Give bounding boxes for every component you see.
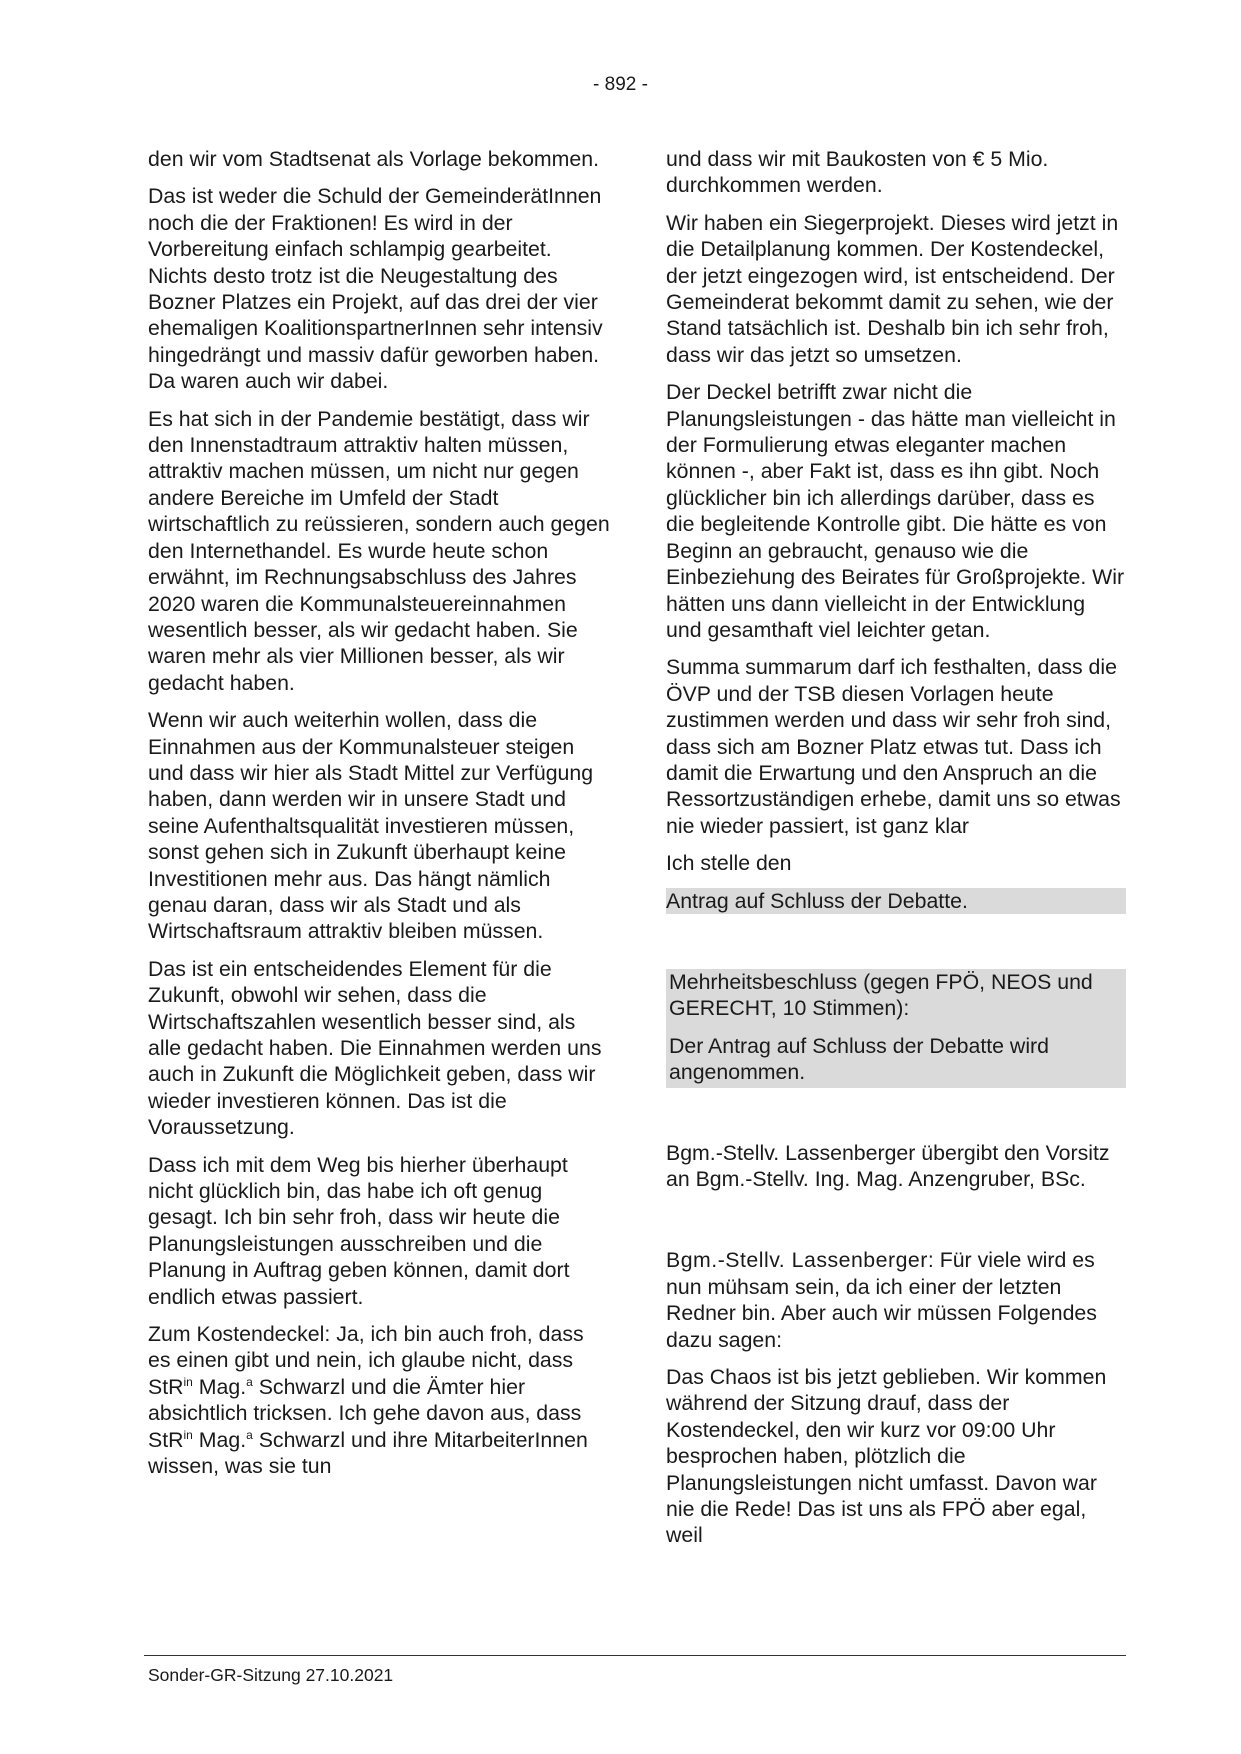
paragraph: Es hat sich in der Pandemie bestätigt, dass wir den Innenstadtraum attraktiv halten müssen, attraktiv machen müssen, um nicht nur gegen andere Bereiche im Umfeld der Stadt wirtschaftlich zu reüssieren, sondern auch gegen den Internethandel. Es wurde heute schon erwähnt, im Rechnungsabschluss des Jahres 2020 waren die Kommunalsteuereinnahmen wesentlich besser, als wir gedacht haben. Sie waren mehr als vier Millionen besser, als wir gedacht haben. <box>148 406 610 695</box>
spacer <box>666 1088 1126 1140</box>
paragraph: Wir haben ein Siegerprojekt. Dieses wird jetzt in die Detailplanung kommen. Der Kostendeckel, der jetzt eingezogen wird, ist entscheidend. Der Gemeinderat bekommt damit zu sehen, wie der Stand tatsächlich ist. Deshalb bin ich sehr froh, dass wir das jetzt so umsetzen. <box>666 210 1119 367</box>
paragraph: den wir vom Stadtsenat als Vorlage bekommen. <box>148 147 600 171</box>
text-run: Schwarzl und ihre MitarbeiterInnen wissen, was sie tun <box>148 1427 588 1479</box>
paragraph: Dass ich mit dem Weg bis hierher überhaupt nicht glücklich bin, das habe ich oft genug gesagt. Ich bin sehr froh, dass wir heute die Planungsleistungen ausschreiben und die Planung in Auftrag geben können, damit dort endlich etwas passiert. <box>148 1152 570 1309</box>
left-column <box>148 146 610 1491</box>
kostendeckel-paragraph <box>148 1321 610 1479</box>
paragraph: Das ist weder die Schuld der GemeinderätInnen noch die der Fraktionen! Es wird in der Vorbereitung einfach schlampig gearbeitet. Nichts desto trotz ist die Neugestaltung des Bozner Platzes ein Projekt, auf das drei der vier ehemaligen KoalitionspartnerInnen sehr intensiv hingedrängt und massiv dafür geworben haben. Da waren auch wir dabei. <box>148 184 603 394</box>
speaker-paragraph <box>666 1247 1126 1353</box>
text-run: Schwarzl und die Ämter hier absichtlich tricksen. Ich gehe davon aus, dass StR <box>148 1374 582 1452</box>
right-column <box>666 146 1126 1560</box>
text-run: Mag. <box>192 1427 247 1452</box>
paragraph: Das ist ein entscheidendes Element für die Zukunft, obwohl wir sehen, dass die Wirtschaftszahlen wesentlich besser sind, als alle gedacht haben. Die Einnahmen werden uns auch in Zukunft die Möglichkeit geben, dass wir wieder investieren können. Das ist die Voraussetzung. <box>148 956 602 1140</box>
footer-divider <box>144 1655 1126 1656</box>
vote-result-box <box>666 969 1126 1088</box>
vote-decision: Der Antrag auf Schluss der Debatte wird angenommen. <box>669 1033 1049 1085</box>
spacer <box>666 925 1126 969</box>
motion-highlight: Antrag auf Schluss der Debatte. <box>666 888 1126 914</box>
paragraph: und dass wir mit Baukosten von € 5 Mio. durchkommen werden. <box>666 147 1049 198</box>
footer-text: Sonder-GR-Sitzung 27.10.2021 <box>148 1665 394 1685</box>
page-number: - 892 - <box>593 74 648 95</box>
spacer <box>666 1203 1126 1247</box>
speaker-intro: : Für viele wird es nun mühsam sein, da ich einer der letzten Redner bin. Aber auch wir müssen Folgendes dazu sagen: <box>666 1248 1097 1352</box>
vote-result: Mehrheitsbeschluss (gegen FPÖ, NEOS und GERECHT, 10 Stimmen): <box>669 969 1093 1021</box>
paragraph: Der Deckel betrifft zwar nicht die Planungsleistungen - das hätte man vielleicht in der Formulierung etwas eleganter machen können -, aber Fakt ist, dass es ihn gibt. Noch glücklicher bin ich allerdings darüber, dass es die begleitende Kontrolle gibt. Die hätte es von Beginn an gebraucht, genauso wie die Einbeziehung des Beirates für Großprojekte. Wir hätten uns dann vielleicht in der Entwicklung und gesamthaft viel leichter getan. <box>666 380 1125 642</box>
paragraph: Summa summarum darf ich festhalten, dass die ÖVP und der TSB diesen Vorlagen heute zustimmen werden und dass wir sehr froh sind, dass sich am Bozner Platz etwas tut. Dass ich damit die Erwartung und den Anspruch an die Ressortzuständigen erhebe, damit uns so etwas nie wieder passiert, ist ganz klar <box>666 655 1121 838</box>
superscript: in <box>183 1427 193 1442</box>
superscript: in <box>183 1374 193 1389</box>
superscript: a <box>246 1374 253 1389</box>
paragraph: Das Chaos ist bis jetzt geblieben. Wir kommen während der Sitzung drauf, dass der Kostendeckel, den wir kurz vor 09:00 Uhr besprochen haben, plötzlich die Planungsleistungen nicht umfasst. Davon war nie die Rede! Das ist uns als FPÖ aber egal, weil <box>666 1365 1107 1548</box>
handover-note: Bgm.-Stellv. Lassenberger übergibt den Vorsitz an Bgm.-Stellv. Ing. Mag. Anzengruber, BSc. <box>666 1140 1110 1191</box>
speaker-name: Bgm.-Stellv. Lassenberger <box>666 1248 928 1273</box>
text-run: Mag. <box>192 1374 247 1399</box>
text-run: Zum Kostendeckel: Ja, ich bin auch froh, dass es einen gibt und nein, ich glaube nicht, dass StR <box>148 1322 584 1399</box>
superscript: a <box>246 1427 253 1442</box>
paragraph: Wenn wir auch weiterhin wollen, dass die Einnahmen aus der Kommunalsteuer steigen und dass wir hier als Stadt Mittel zur Verfügung haben, dann werden wir in unsere Stadt und seine Aufenthaltsqualität investieren müssen, sonst gehen sich in Zukunft überhaupt keine Investitionen mehr aus. Das hängt nämlich genau daran, dass wir als Stadt und als Wirtschaftsraum attraktiv bleiben müssen. <box>148 708 594 944</box>
paragraph: Ich stelle den <box>666 851 792 876</box>
